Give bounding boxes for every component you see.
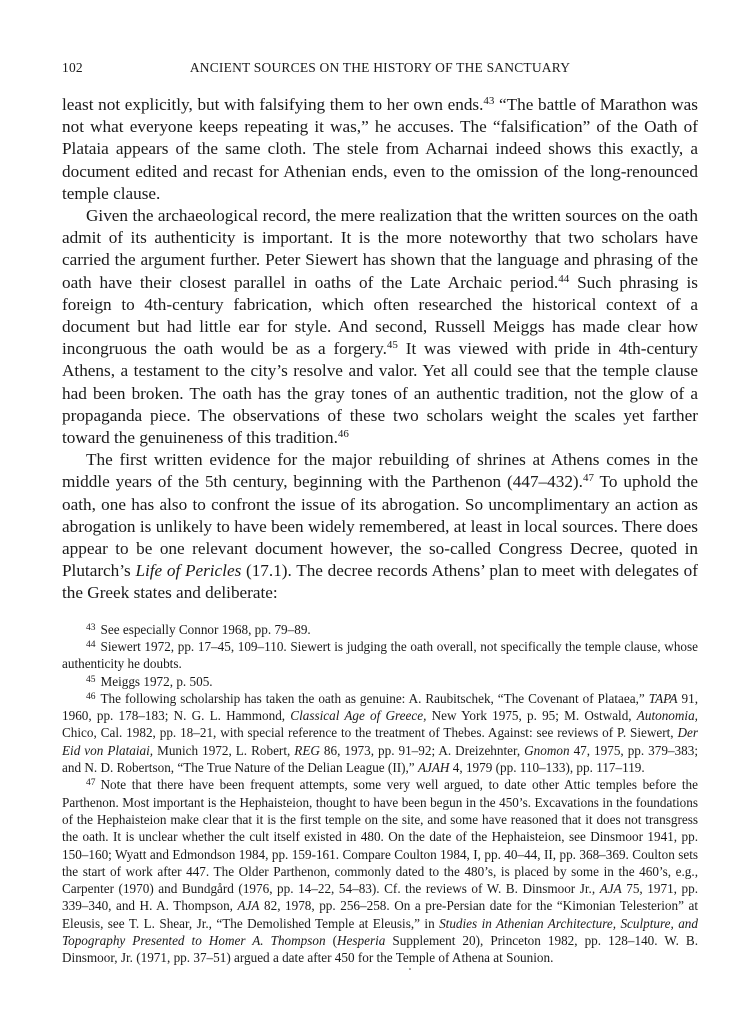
footnote-text bbox=[62, 777, 698, 965]
text-run: Siewert 1972, pp. 17–45, 109–110. Siewert is judging the oath overall, not specifically the temple clause, whose authenticity he doubts. bbox=[62, 638, 698, 672]
text-run: See especially Connor 1968, pp. 79–89. bbox=[100, 621, 311, 637]
book-page bbox=[62, 60, 698, 967]
footnote-ref: 47 bbox=[582, 472, 594, 485]
text-run: Such phrasing is foreign to 4th-century fabrication, which often researched the historical context of a document but had little ear for style. And second, Russell Meiggs has made clear how incongruous the oath would be as a forgery. bbox=[62, 272, 699, 359]
footnote-text bbox=[62, 639, 698, 671]
text-run: To uphold the oath, one has also to confront the issue of its abrogation. So uncomplimentary an action as abrogation is unlikely to have been widely remembered, at least in local sources. There does appear to be one relevant document however, the so-called Congress Decree, quoted in Plutarch’s bbox=[62, 472, 698, 581]
paragraph bbox=[62, 449, 698, 604]
page-header bbox=[62, 60, 698, 82]
text-run: Chico, Cal. 1982, pp. 18–21, with special reference to the treatment of Thebes. Against: see reviews of P. Siewert, bbox=[62, 725, 678, 741]
italic-text: Life of Pericles bbox=[135, 561, 242, 581]
footnote-number: 43 bbox=[86, 622, 96, 633]
footnote bbox=[62, 690, 698, 776]
text-run: The following scholarship has taken the oath as genuine: A. Raubitschek, “The Covenant of Plataea,” bbox=[100, 690, 649, 706]
running-head: ANCIENT SOURCES ON THE HISTORY OF THE SANCTUARY bbox=[189, 60, 571, 75]
italic-text: Der Eid von Plataiai, bbox=[62, 725, 698, 758]
footnote-ref: 46 bbox=[337, 428, 349, 441]
text-run: 86, 1973, pp. 91–92; A. Dreizehnter, bbox=[319, 742, 525, 758]
footnote bbox=[62, 776, 698, 966]
text-run: (17.1). The decree records Athens’ plan to meet with delegates of the Greek states and deliberate: bbox=[62, 561, 699, 603]
text-run: ( bbox=[325, 933, 338, 949]
footnote-text bbox=[101, 674, 213, 689]
italic-text: AJA bbox=[237, 898, 260, 914]
text-run: Supplement 20), Princeton 1982, pp. 128–140. W. B. Dinsmoor, Jr. (1971, pp. 37–51) argued a date after 450 for the Temple of Athena at Sounion. bbox=[62, 933, 698, 966]
italic-text: Classical Age of Greece, bbox=[290, 708, 427, 724]
footnote-ref: 43 bbox=[483, 95, 495, 107]
stray-mark bbox=[409, 968, 411, 970]
paragraph bbox=[62, 94, 698, 205]
footnote-ref: 44 bbox=[558, 272, 570, 285]
text-run: New York 1975, p. 95; M. Ostwald, bbox=[426, 708, 637, 724]
text-run: 91, 1960, pp. 178–183; N. G. L. Hammond, bbox=[62, 690, 699, 724]
footnote-number: 44 bbox=[86, 639, 96, 650]
text-run: 75, 1971, pp. 339–340, and H. A. Thompson, bbox=[62, 881, 699, 914]
text-run: Munich 1972, L. Robert, bbox=[153, 742, 295, 758]
text-run: Meiggs 1972, p. 505. bbox=[100, 673, 213, 689]
footnote-number: 46 bbox=[86, 691, 96, 702]
italic-text: Studies in Athenian Architecture, Sculpture, and Topography Presented to Homer A. Thompson bbox=[62, 915, 698, 949]
footnote bbox=[62, 638, 698, 673]
text-run: 4, 1979 (pp. 110–133), pp. 117–119. bbox=[449, 760, 645, 776]
footnote bbox=[62, 621, 698, 638]
footnote bbox=[62, 673, 698, 690]
main-text bbox=[62, 94, 698, 605]
text-run: 82, 1978, pp. 256–258. On a pre-Persian date for the “Kimonian Telesterion” at Eleusis, see T. L. Shear, Jr., “The Demolished Temple at Eleusis,” in bbox=[62, 898, 698, 931]
page-number: 102 bbox=[62, 60, 83, 75]
footnote-number: 45 bbox=[86, 674, 96, 685]
italic-text: Hesperia bbox=[337, 933, 386, 949]
paragraph bbox=[62, 205, 698, 449]
footnotes bbox=[62, 621, 698, 967]
text-run: 47, 1975, pp. 379–383; and N. D. Robertson, “The True Nature of the Delian League (II),” bbox=[62, 742, 698, 776]
text-run: It was viewed with pride in 4th-century Athens, a testament to the city’s resolve and valor. Yet all could see that the temple clause had been broken. The oath has the gray tones of an authentic tradition, not the glow of a propaganda piece. The observations of these two scholars weight the scales yet farther toward the genuineness of this tradition. bbox=[62, 339, 698, 448]
footnote-text bbox=[62, 691, 698, 775]
footnote-text bbox=[101, 622, 311, 637]
text-run: The first written evidence for the major rebuilding of shrines at Athens comes in the middle years of the 5th century, beginning with the Parthenon (447–432). bbox=[62, 450, 698, 492]
footnote-ref: 45 bbox=[386, 339, 398, 352]
italic-text: TAPA bbox=[648, 690, 678, 706]
text-run: Note that there have been frequent attempts, some very well argued, to date other Attic temples before the Parthenon. Most important is the Hephaisteion, thought to have been begun in the 450’s. Excavations in the foundations of the Hephaisteion make clear that it is the first temple on the site, and some have reasoned that it does not transgress the oath. It is unclear whether the cult itself existed in 480. On the date of the Hephaisteion, see Dinsmoor 1941, pp. 150–160; Wyatt and Edmondson 1984, pp. 159-161. Compare Coulton 1984, I, pp. 40–44, II, pp. 368–369. Coulton sets the start of work after 447. The Older Parthenon, commonly dated to the 480’s, is placed by some in the 460’s, e.g., Carpenter (1970) and Bundgård (1976, pp. 14–22, 54–83). Cf. the reviews of W. B. Dinsmoor Jr., bbox=[62, 777, 698, 897]
italic-text: Autonomia, bbox=[636, 708, 698, 724]
text-run: “The battle of Marathon was not what everyone keeps repeating it was,” he accuses. The “falsification” of the Oath of Plataia appears of the same cloth. The stele from Acharnai indeed shows this exactly, a document edited and recast for Athenian ends, even to the omission of the long-renounced temple clause. bbox=[62, 95, 698, 203]
italic-text: AJA bbox=[599, 881, 622, 897]
text-run: Given the archaeological record, the mere realization that the written sources on the oath admit of its authenticity is important. It is the more noteworthy that two scholars have carried the argument further. Peter Siewert has shown that the language and phrasing of the oath have their closest parallel in oaths of the Late Archaic period. bbox=[62, 206, 698, 292]
italic-text: AJAH bbox=[417, 760, 450, 776]
italic-text: Gnomon bbox=[524, 742, 570, 758]
italic-text: REG bbox=[294, 742, 320, 758]
text-run: least not explicitly, but with falsifying them to her own ends. bbox=[62, 95, 484, 114]
footnote-number: 47 bbox=[86, 778, 96, 789]
